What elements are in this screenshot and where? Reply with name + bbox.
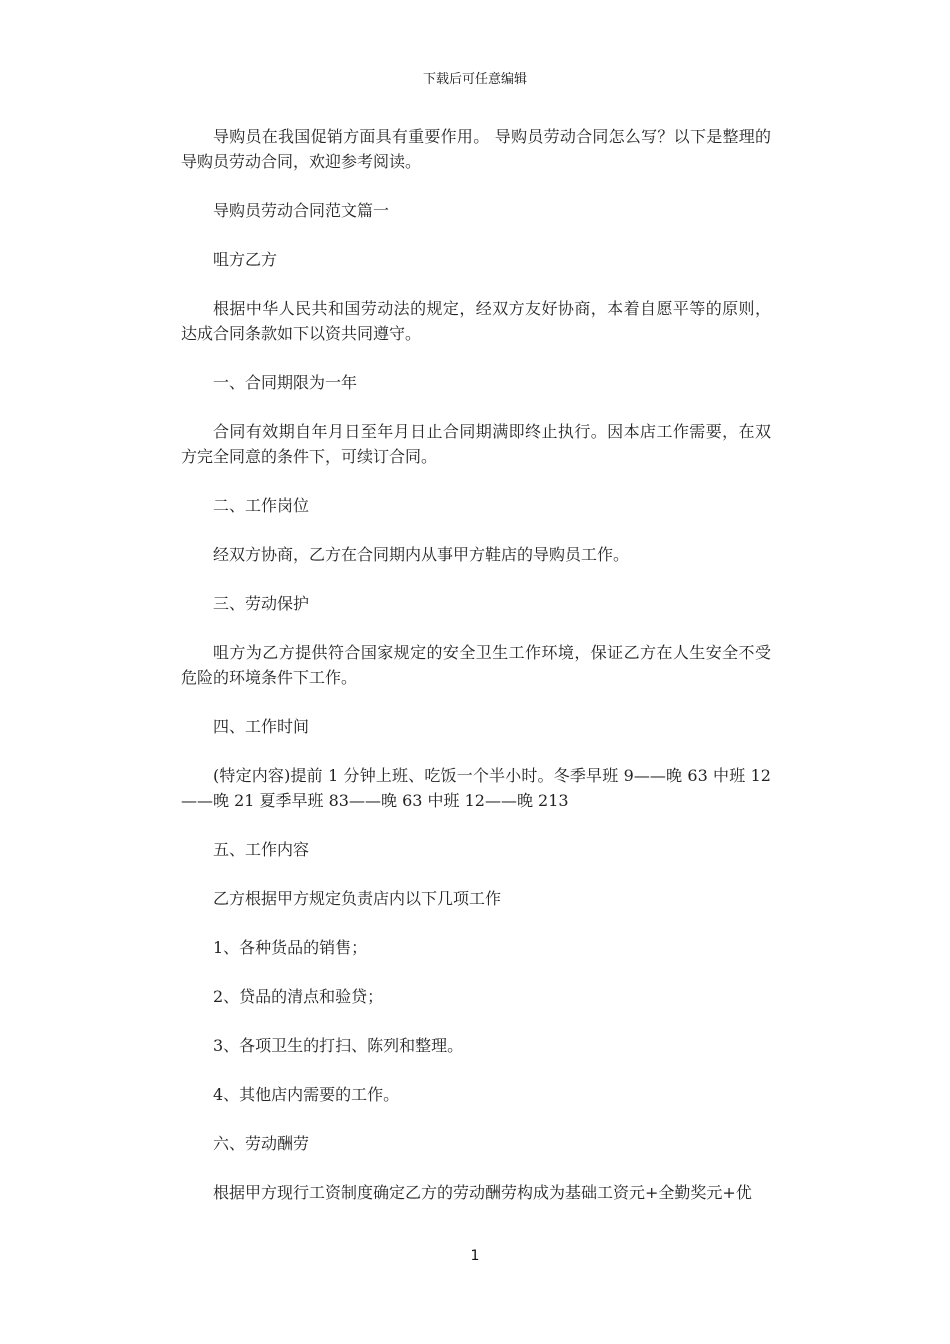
paragraph-position: 经双方协商，乙方在合同期内从事甲方鞋店的导购员工作。 (213, 545, 630, 564)
paragraph-protection: 咀方为乙方提供符合国家规定的安全卫生工作环境，保证乙方在人生安全不受危险的环境条件下工作。 (181, 643, 771, 687)
paragraph-term: 合同有效期自年月日至年月日止合同期满即终止执行。因本店工作需要，在双方完全同意的条件下，可续订合同。 (181, 422, 771, 466)
section-heading-position: 二、工作岗位 (213, 496, 310, 515)
header-note: 下载后可任意编辑 (422, 72, 527, 87)
section-heading-pay: 六、劳动酬劳 (213, 1134, 310, 1153)
section-heading-protection: 三、劳动保护 (213, 594, 310, 613)
list-item: 3、各项卫生的打扫、陈列和整理。 (213, 1036, 464, 1055)
list-item: 1、各种货品的销售； (213, 938, 368, 957)
paragraph-pay: 根据甲方现行工资制度确定乙方的劳动酬劳构成为基础工资元+全勤奖元+优 (213, 1183, 752, 1202)
paragraph-title: 导购员劳动合同范文篇一 (213, 201, 390, 220)
paragraph-parties: 咀方乙方 (213, 250, 278, 269)
list-item: 2、贷品的清点和验贷； (213, 987, 384, 1006)
document-body (181, 124, 771, 1229)
section-heading-term: 一、合同期限为一年 (213, 373, 358, 392)
list-item: 4、其他店内需要的工作。 (213, 1085, 400, 1104)
section-heading-duties: 五、工作内容 (213, 840, 310, 859)
paragraph-duties: 乙方根据甲方规定负责店内以下几项工作 (213, 889, 502, 908)
paragraph-intro: 导购员在我国促销方面具有重要作用。 导购员劳动合同怎么写？以下是整理的导购员劳动合同，欢迎参考阅读。 (181, 127, 771, 171)
paragraph-preamble: 根据中华人民共和国劳动法的规定，经双方友好协商，本着自愿平等的原则，达成合同条款如下以资共同遵守。 (181, 299, 771, 343)
section-heading-hours: 四、工作时间 (213, 717, 310, 736)
paragraph-hours: (特定内容)提前 1 分钟上班、吃饭一个半小时。冬季早班 9——晚 63 中班 12——晚 21 夏季早班 83——晚 63 中班 12——晚 213 (181, 766, 771, 810)
page-number: 1 (470, 1248, 480, 1264)
